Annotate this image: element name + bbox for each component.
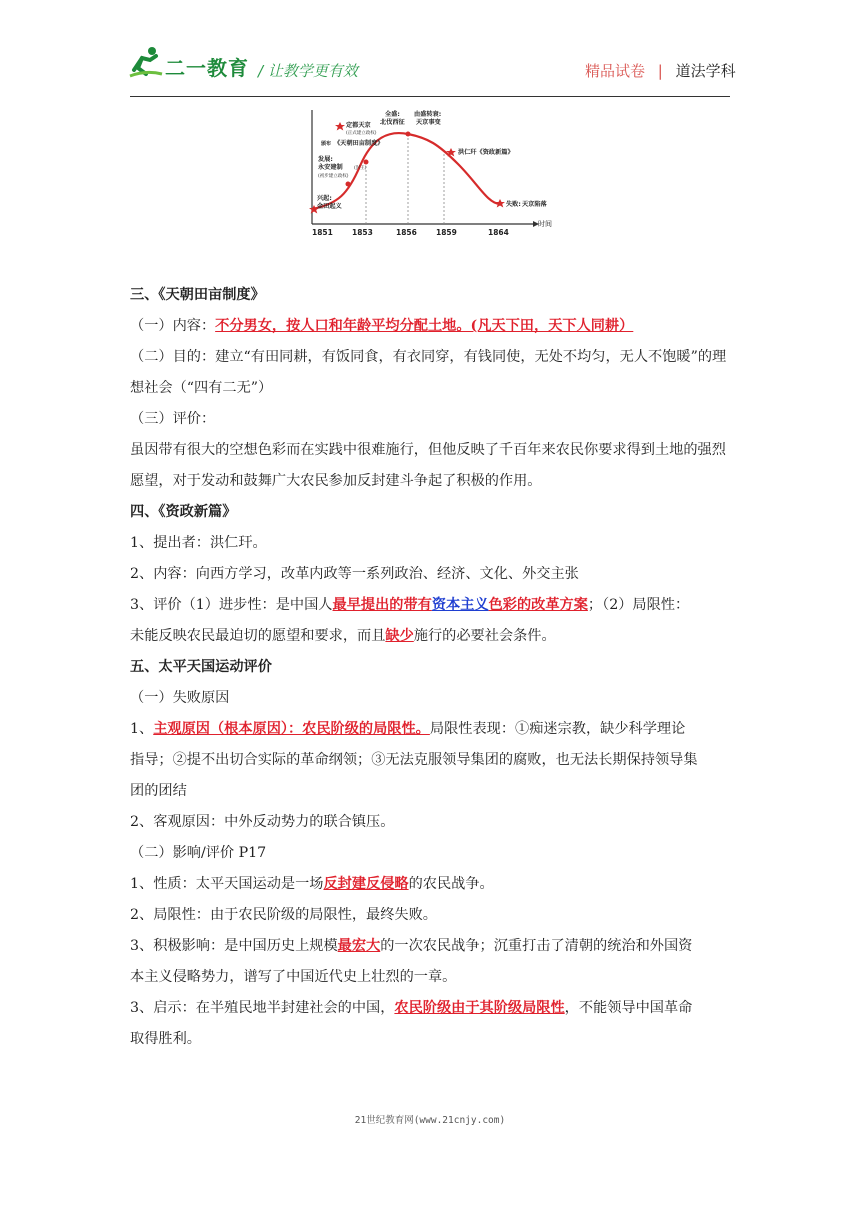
label-decline: 天京事变 [416,119,441,126]
s5-impact-3-c: 本主义侵略势力，谱写了中国近代史上壮烈的一章。 [130,969,457,985]
s5-failure-1 [130,714,730,745]
s4-eval-text-a: 3、评价（1）进步性：是中国人 [130,597,333,613]
s3-evaluation-label: （三）评价： [130,411,216,427]
s5-impact-label: （二）影响/评价 P17 [130,845,267,861]
s4-eval-text-b: ；（2）局限性： [587,597,690,613]
s3-content-label: （一）内容： [130,318,216,334]
s4-eval-text-c: 未能反映农民最迫切的愿望和要求，而且 [130,628,386,644]
header-divider [130,96,730,97]
label-fail: 天京陷落 [522,201,547,208]
s5-failure-1-c: 团的团结 [130,783,187,799]
s5-i1-text-a: 1、性质：太平天国运动是一场 [130,876,324,892]
label-issue: 《天朝田亩制度》 [334,140,384,147]
label-decline-title: 由盛转衰: [414,111,442,118]
label-peak: 北伐西征 [380,119,405,126]
logo-icon [128,44,164,80]
s4-eval-red-3: 缺少 [385,628,414,644]
s5-i3-text-b: 的一次农民战争；沉重打击了清朝的统治和外国资 [380,938,693,954]
s5-impact-4 [130,993,730,1024]
logo-text: 二一教育 [165,56,249,80]
s5-i4-red: 农民阶级由于其阶级局限性 [394,1000,565,1016]
s4-evaluation-cont [130,621,730,652]
tick-1856: 1856 [396,228,417,236]
chart-xlabel: 时间 [538,220,552,228]
s4-eval-text-d: 施行的必要社会条件。 [413,628,556,644]
s4-evaluation [130,590,730,621]
label-rise: 金田起义 [317,203,342,210]
timeline-chart-svg [288,104,558,236]
s3-content-highlight: 不分男女，按人口和年龄平均分配土地。(凡天下田，天下人同耕） [215,318,634,334]
section-5-title: 五、太平天国运动评价 [130,659,272,675]
s3-evaluation: 虽因带有很大的空想色彩而在实践中很难施行，但他反映了千百年来农民你要求得到土地的强烈愿望，对于发动和鼓舞广大农民参加反封建斗争起了积极的作用。 [130,442,726,489]
star-marker-2 [335,122,345,131]
label-rise-title: 兴起: [317,195,332,202]
page-footer: 21世纪教育网(www.21cnjy.com) [354,1115,506,1126]
header-tag-paper: 精品试卷 [585,62,646,80]
header-separator: | [657,62,663,80]
point-marker-3 [406,132,411,137]
s5-f1-num: 1、 [130,721,154,737]
label-capital: 定都天京 [346,122,371,129]
label-issue-prefix: 颁布 [321,141,332,147]
label-develop-note: (封王) [354,166,367,171]
s5-failure-2: 2、客观原因：中外反动势力的联合镇压。 [130,814,395,830]
label-develop-title: 发展: [318,156,333,163]
s5-impact-4-c: 取得胜利。 [130,1031,201,1047]
s5-f1-text-a: 局限性表现：①痴迷宗教，缺少科学理论 [429,721,686,737]
label-fail-title: 失败: [506,201,521,208]
label-develop: 永安建制 [318,164,343,171]
s5-impact-2: 2、局限性：由于农民阶级的局限性，最终失败。 [130,907,437,923]
tick-1853: 1853 [352,228,373,236]
s4-eval-red-2: 色彩的改革方案 [488,597,588,613]
s5-impact-3 [130,931,730,962]
section-4-title: 四、《资政新篇》 [130,504,237,520]
section-3-title: 三、《天朝田亩制度》 [130,287,265,303]
s5-failure-label: （一）失败原因 [130,690,230,706]
label-develop-sub: (初步建立政权) [318,174,349,179]
s4-eval-red-1: 最早提出的带有 [332,597,432,613]
s5-i4-text-a: 3、启示：在半殖民地半封建社会的中国， [130,1000,395,1016]
s4-content: 2、内容：向西方学习，改革内政等一系列政治、经济、文化、外交主张 [130,566,579,582]
s4-proposer: 1、提出者：洪仁玕。 [130,535,267,551]
label-peak-title: 全盛: [385,111,400,118]
tick-1851: 1851 [312,228,333,236]
point-marker-2 [364,160,369,165]
label-zizheng: 洪仁玕《资政新篇》 [458,149,514,156]
header-right [585,60,736,81]
timeline-chart [288,104,558,236]
s5-i4-text-b: ，不能领导中国革命 [564,1000,693,1016]
s4-eval-blue: 资本主义 [431,597,489,613]
tick-1864: 1864 [488,228,509,236]
tick-1859: 1859 [436,228,457,236]
s5-failure-1-b: 指导；②提不出切合实际的革命纲领；③无法克服领导集团的腐败，也无法长期保持领导集 [130,752,698,768]
s3-content [130,311,730,342]
header-tag-subject: 道法学科 [675,62,736,80]
s5-i3-text-a: 3、积极影响：是中国历史上规模 [130,938,338,954]
label-capital-sub: (正式建立政权) [346,131,377,136]
document-body [130,280,730,1055]
slogan: / 让教学更有效 [258,62,358,80]
s5-i1-text-b: 的农民战争。 [408,876,494,892]
s5-impact-1 [130,869,730,900]
point-marker-1 [346,182,351,187]
s5-f1-red: 主观原因（根本原因）：农民阶级的局限性。 [153,721,430,737]
s3-purpose: （二）目的：建立“有田同耕，有饭同食，有衣同穿，有钱同使，无处不均匀，无人不饱暖”的理想社会（“四有二无”） [130,349,727,396]
s5-i1-red: 反封建反侵略 [323,876,409,892]
s5-i3-red: 最宏大 [337,938,381,954]
